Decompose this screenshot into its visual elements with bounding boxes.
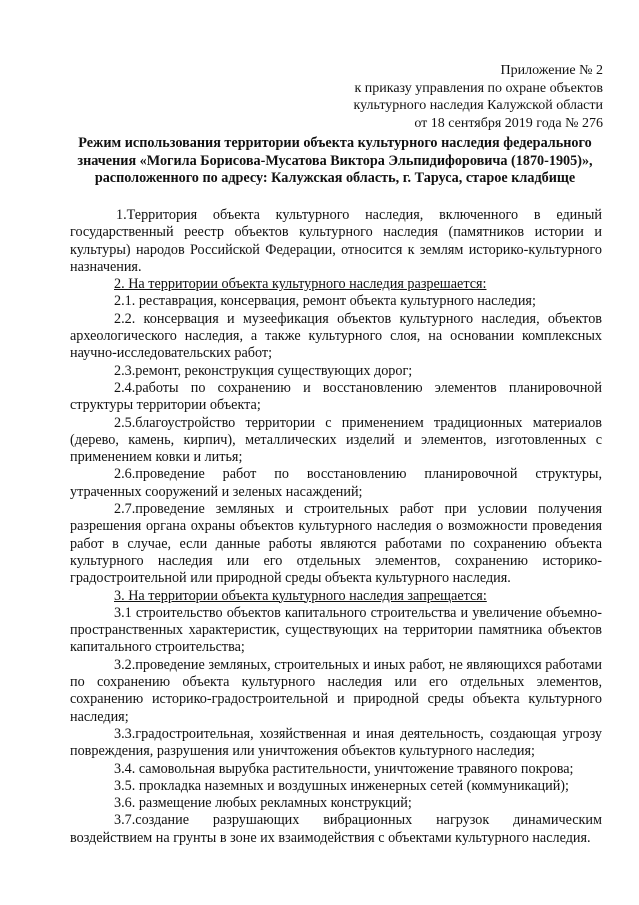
order-reference-line-1: к приказу управления по охране объектов: [354, 80, 603, 96]
item-2-5: 2.5.благоустройство территории с применением традиционных материалов (дерево, камень, кирпич), металлических изделий и элементов, изготовленных с применением ковки и литья;: [70, 414, 602, 466]
section-2-heading: 2. На территории объекта культурного наследия разрешается:: [114, 276, 487, 293]
item-2-7: 2.7.проведение земляных и строительных работ при условии получения разрешения органа охраны объектов культурного наследия о возможности проведения работ в случае, если данные работы являются работами по сохранению объекта культурного наследия или его отдельных элементов, сохранению историко-градостроительной или природной среды объекта культурного наследия.: [70, 501, 602, 587]
item-2-4: 2.4.работы по сохранению и восстановлению элементов планировочной структуры территории объекта;: [70, 379, 602, 414]
section-3-heading: 3. На территории объекта культурного наследия запрещается:: [114, 587, 487, 604]
item-3-7: 3.7.создание разрушающих вибрационных нагрузок динамическим воздействием на грунты в зоне их взаимодействия с объектами культурного наследия.: [70, 812, 602, 846]
appendix-header: [303, 62, 603, 132]
intro-paragraph: 1.Территория объекта культурного наследия, включенного в единый государственный реестр объектов культурного наследия (памятников истории и культуры) народов Российской Федерации, относится к землям историко-культурного назначения.: [70, 207, 602, 275]
item-3-2: 3.2.проведение земляных, строительных и иных работ, не являющихся работами по сохранению объекта культурного наследия или его отдельных элементов, сохранению историко-градостроительной и природной среды объекта культурного наследия;: [70, 656, 602, 725]
item-3-6: 3.6. размещение любых рекламных конструкций;: [114, 795, 412, 812]
order-reference-line-2: культурного наследия Калужской области: [353, 98, 603, 113]
item-3-4: 3.4. самовольная вырубка растительности, уничтожение травяного покрова;: [114, 760, 574, 777]
title-line-1: Режим использования территории объекта культурного наследия федерального: [78, 135, 592, 151]
document-body: [70, 207, 602, 847]
document-title: [70, 135, 600, 188]
appendix-number: Приложение № 2: [500, 63, 603, 78]
item-3-5: 3.5. прокладка наземных и воздушных инженерных сетей (коммуникаций);: [114, 777, 569, 794]
item-3-3: 3.3.градостроительная, хозяйственная и иная деятельность, создающая угрозу повреждения, разрушения или уничтожения объектов культурного наследия;: [70, 725, 602, 760]
item-2-1: 2.1. реставрация, консервация, ремонт объекта культурного наследия;: [114, 293, 536, 310]
item-2-6: 2.6.проведение работ по восстановлению планировочной структуры, утраченных сооружений и зеленых насаждений;: [70, 466, 602, 500]
order-date: от 18 сентября 2019 года № 276: [414, 115, 603, 131]
item-2-2: 2.2. консервация и музеефикация объектов культурного наследия, объектов археологического наследия, а также культурного слоя, на основании комплексных научно-исследовательских работ;: [70, 310, 602, 362]
item-2-3: 2.3.ремонт, реконструкция существующих дорог;: [114, 362, 413, 379]
item-3-1: 3.1 строительство объектов капитального строительства и увеличение объемно-пространственных характеристик, существующих на территории памятника объектов капитального строительства;: [70, 604, 602, 656]
title-line-3: расположенного по адресу: Калужская область, г. Таруса, старое кладбище: [94, 170, 576, 186]
title-line-2: значения «Могила Борисова-Мусатова Виктора Эльпидифоровича (1870-1905)»,: [77, 152, 593, 169]
